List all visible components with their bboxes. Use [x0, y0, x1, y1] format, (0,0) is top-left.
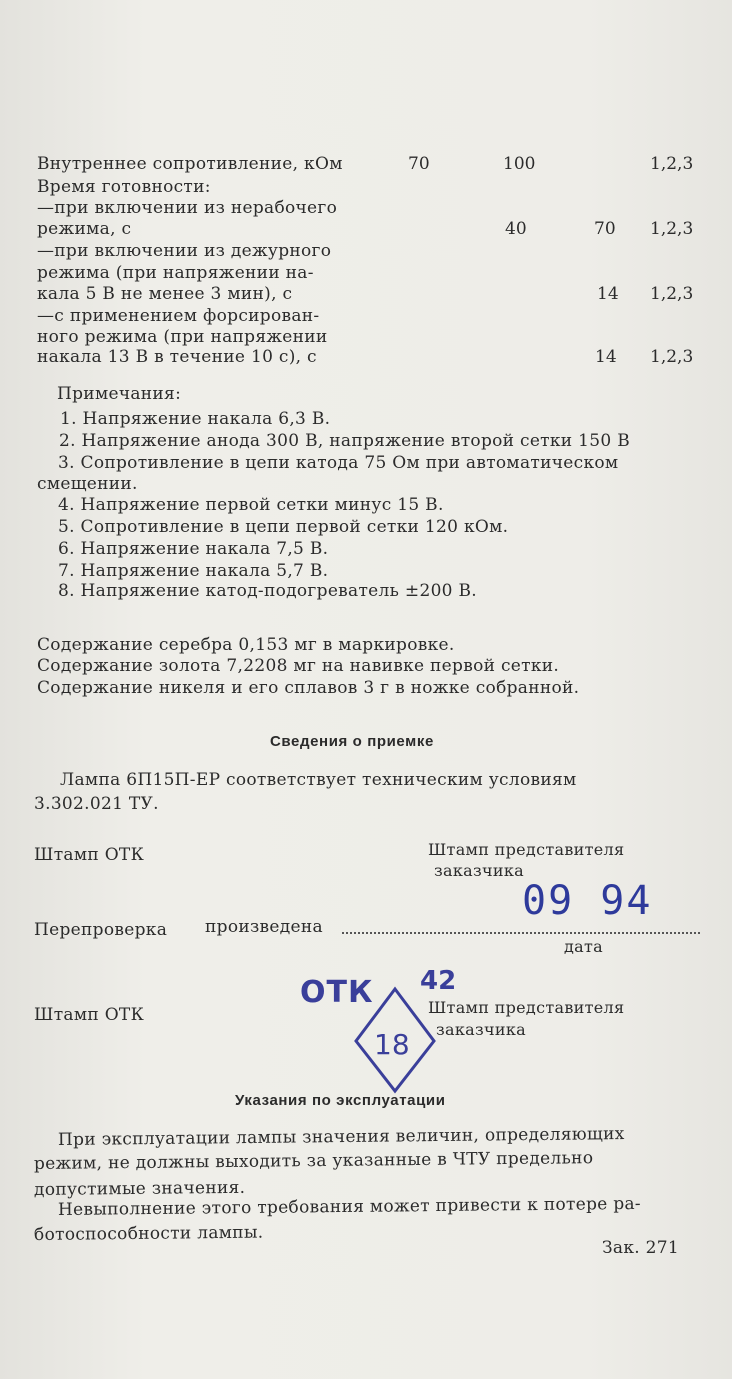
acceptance-heading: Сведения о приемке: [270, 733, 434, 750]
date-dotted-line: [342, 932, 700, 934]
operation-text: ботоспособности лампы.: [33, 1222, 264, 1245]
handwritten-date: 09 94: [522, 878, 653, 924]
diamond-stamp-number: 18: [374, 1028, 410, 1061]
note-item: 7. Напряжение накала 5,7 В.: [58, 561, 329, 581]
otk-stamp-label: Штамп ОТК: [34, 1005, 145, 1025]
row-label: режима (при напряжении на-: [37, 263, 314, 283]
row-value: 100: [503, 154, 536, 174]
otk-stamp-text: ОТК: [300, 975, 374, 1010]
customer-stamp-label: заказчика: [436, 1020, 527, 1039]
recheck-label: Перепроверка: [34, 920, 168, 940]
row-note-ref: 1,2,3: [650, 219, 694, 239]
row-note-ref: 1,2,3: [650, 154, 694, 174]
operation-text: режим, не должны выходить за указанные в ЧТУ предельно: [33, 1148, 594, 1174]
recheck-label: произведена: [205, 917, 323, 937]
order-number: Зак. 271: [602, 1238, 680, 1258]
customer-stamp-label: Штамп представителя: [428, 840, 625, 859]
customer-stamp-label: Штамп представителя: [428, 998, 625, 1017]
note-item: 8. Напряжение катод-подогреватель ±200 В.: [58, 581, 477, 601]
operation-text: Невыполнение этого требования может привести к потере ра-: [57, 1193, 642, 1220]
note-item: 5. Сопротивление в цепи первой сетки 120 кОм.: [58, 517, 509, 537]
note-item: смещении.: [37, 474, 138, 494]
row-value: 14: [597, 284, 619, 304]
note-item: 3. Сопротивление в цепи катода 75 Ом при автоматическом: [58, 453, 619, 473]
row-label: —при включении из нерабочего: [37, 198, 338, 218]
row-label: Время готовности:: [37, 177, 211, 197]
operation-text: При эксплуатации лампы значения величин, определяющих: [57, 1124, 625, 1150]
row-note-ref: 1,2,3: [650, 284, 694, 304]
row-value: 14: [595, 347, 617, 367]
row-value: 70: [594, 219, 616, 239]
otk-stamp-number: 42: [420, 966, 457, 996]
date-label: дата: [564, 937, 603, 956]
operation-text: допустимые значения.: [33, 1177, 246, 1200]
row-label: —с применением форсирован-: [37, 306, 320, 326]
acceptance-text: Лампа 6П15П-ЕР соответствует техническим условиям: [60, 770, 577, 790]
acceptance-text: 3.302.021 ТУ.: [34, 794, 159, 814]
row-value: 70: [408, 154, 430, 174]
metal-content: Содержание никеля и его сплавов 3 г в ножке собранной.: [37, 678, 580, 698]
note-item: 6. Напряжение накала 7,5 В.: [58, 539, 329, 559]
metal-content: Содержание золота 7,2208 мг на навивке первой сетки.: [37, 656, 560, 676]
note-item: 1. Напряжение накала 6,3 В.: [60, 409, 331, 429]
row-value: 40: [505, 219, 527, 239]
row-label: режима, с: [37, 219, 132, 239]
row-label: ного режима (при напряжении: [37, 327, 328, 347]
notes-heading: Примечания:: [57, 384, 182, 404]
metal-content: Содержание серебра 0,153 мг в маркировке.: [37, 635, 455, 655]
note-item: 4. Напряжение первой сетки минус 15 В.: [58, 495, 444, 515]
row-label: —при включении из дежурного: [37, 241, 332, 261]
row-label: кала 5 В не менее 3 мин), с: [37, 284, 293, 304]
otk-stamp-label: Штамп ОТК: [34, 845, 145, 865]
row-note-ref: 1,2,3: [650, 347, 694, 367]
customer-stamp-label: заказчика: [434, 861, 525, 880]
row-label: накала 13 В в течение 10 с), с: [37, 347, 317, 367]
operation-heading: Указания по эксплуатации: [235, 1092, 446, 1109]
row-label: Внутреннее сопротивление, кОм: [37, 154, 343, 174]
note-item: 2. Напряжение анода 300 В, напряжение второй сетки 150 В: [59, 431, 630, 451]
